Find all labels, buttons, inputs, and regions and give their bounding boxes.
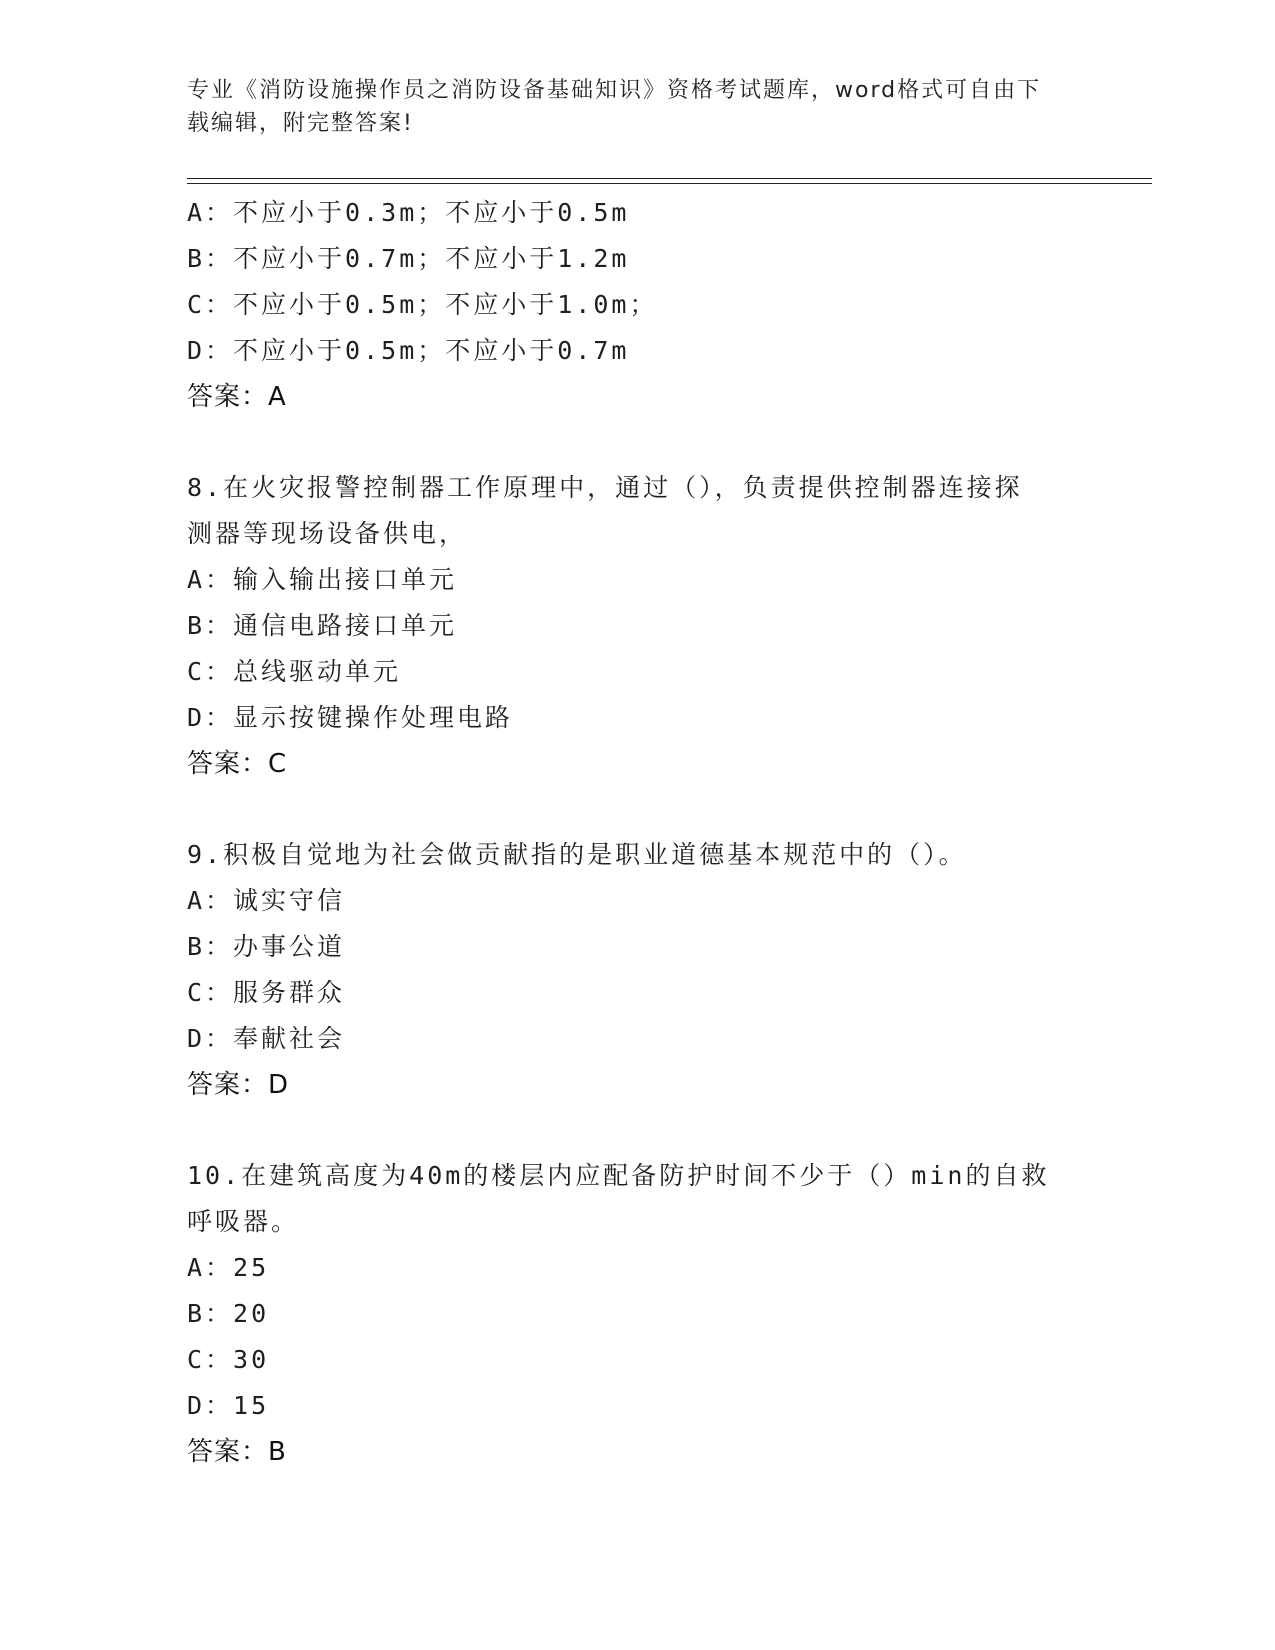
question-7 xyxy=(187,190,1087,420)
question-9 xyxy=(187,832,1087,1108)
header-line-1: 专业《消防设施操作员之消防设备基础知识》资格考试题库，word格式可自由下 xyxy=(187,78,1042,103)
option-d: D：显示按键操作处理电路 xyxy=(187,703,514,732)
question-text-line-1: 8.在火灾报警控制器工作原理中，通过（），负责提供控制器连接探 xyxy=(187,473,1023,502)
option-d: D：不应小于0.5m；不应小于0.7m xyxy=(187,336,630,365)
question-text-line-2: 测器等现场设备供电， xyxy=(187,519,468,548)
option-a: A：输入输出接口单元 xyxy=(187,565,458,594)
option-b: B：通信电路接口单元 xyxy=(187,611,458,640)
option-d: D：15 xyxy=(187,1391,270,1420)
option-a: A：不应小于0.3m；不应小于0.5m xyxy=(187,198,630,227)
option-a: A：诚实守信 xyxy=(187,886,346,915)
question-text-line-1: 9.积极自觉地为社会做贡献指的是职业道德基本规范中的（）。 xyxy=(187,840,967,869)
spacer xyxy=(187,787,1087,832)
document-header xyxy=(187,74,1067,140)
question-list xyxy=(187,190,1087,1475)
question-8 xyxy=(187,465,1087,787)
header-line-2: 载编辑，附完整答案! xyxy=(187,111,414,136)
option-c: C：服务群众 xyxy=(187,978,346,1007)
question-text-line-1: 10.在建筑高度为40m的楼层内应配备防护时间不少于（）min的自救 xyxy=(187,1161,1050,1190)
option-b: B：20 xyxy=(187,1299,270,1328)
question-text-line-2: 呼吸器。 xyxy=(187,1207,300,1236)
option-d: D：奉献社会 xyxy=(187,1024,346,1053)
option-c: C：30 xyxy=(187,1345,270,1374)
answer: 答案：A xyxy=(187,382,287,412)
question-10 xyxy=(187,1153,1087,1475)
option-a: A：25 xyxy=(187,1253,270,1282)
option-b: B：不应小于0.7m；不应小于1.2m xyxy=(187,244,630,273)
answer: 答案：B xyxy=(187,1437,287,1467)
answer: 答案：C xyxy=(187,749,288,779)
header-rule-bottom xyxy=(187,183,1152,184)
option-c: C：不应小于0.5m；不应小于1.0m； xyxy=(187,290,658,319)
answer: 答案：D xyxy=(187,1070,290,1100)
spacer xyxy=(187,420,1087,465)
option-b: B：办事公道 xyxy=(187,932,346,961)
header-rule-top xyxy=(187,178,1152,179)
spacer xyxy=(187,1108,1087,1153)
option-c: C：总线驱动单元 xyxy=(187,657,402,686)
